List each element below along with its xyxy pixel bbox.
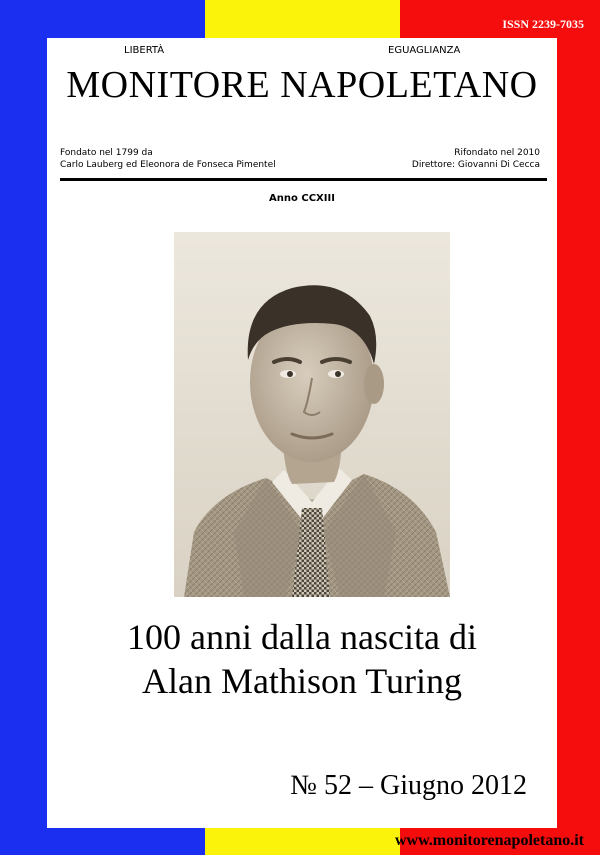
website-link[interactable]: www.monitorenapoletano.it: [394, 832, 584, 849]
issn-label: ISSN 2239-7035: [502, 17, 584, 31]
portrait-illustration: [174, 232, 450, 597]
issue-number: № 52 – Giugno 2012: [290, 770, 527, 801]
director-line: Direttore: Giovanni Di Cecca: [411, 160, 540, 170]
motto-eguaglianza: EGUAGLIANZA: [388, 45, 461, 56]
founding-info: [60, 147, 276, 171]
refounding-info: [412, 147, 540, 171]
headline-line-2: Alan Mathison Turing: [141, 661, 463, 701]
cover-headline: [47, 615, 557, 703]
year-label: Anno CCXIII: [269, 193, 335, 204]
headline-line-1: 100 anni dalla nascita di: [127, 617, 477, 657]
masthead-title: MONITORE NAPOLETANO: [66, 64, 538, 106]
masthead-divider: [60, 178, 547, 181]
founders-line: Carlo Lauberg ed Eleonora de Fonseca Pimentel: [60, 160, 276, 170]
founded-line: Fondato nel 1799 da: [60, 148, 153, 158]
motto-liberta: LIBERTÀ: [124, 45, 165, 56]
portrait-photo: [174, 232, 450, 597]
refounded-line: Rifondato nel 2010: [454, 148, 540, 158]
